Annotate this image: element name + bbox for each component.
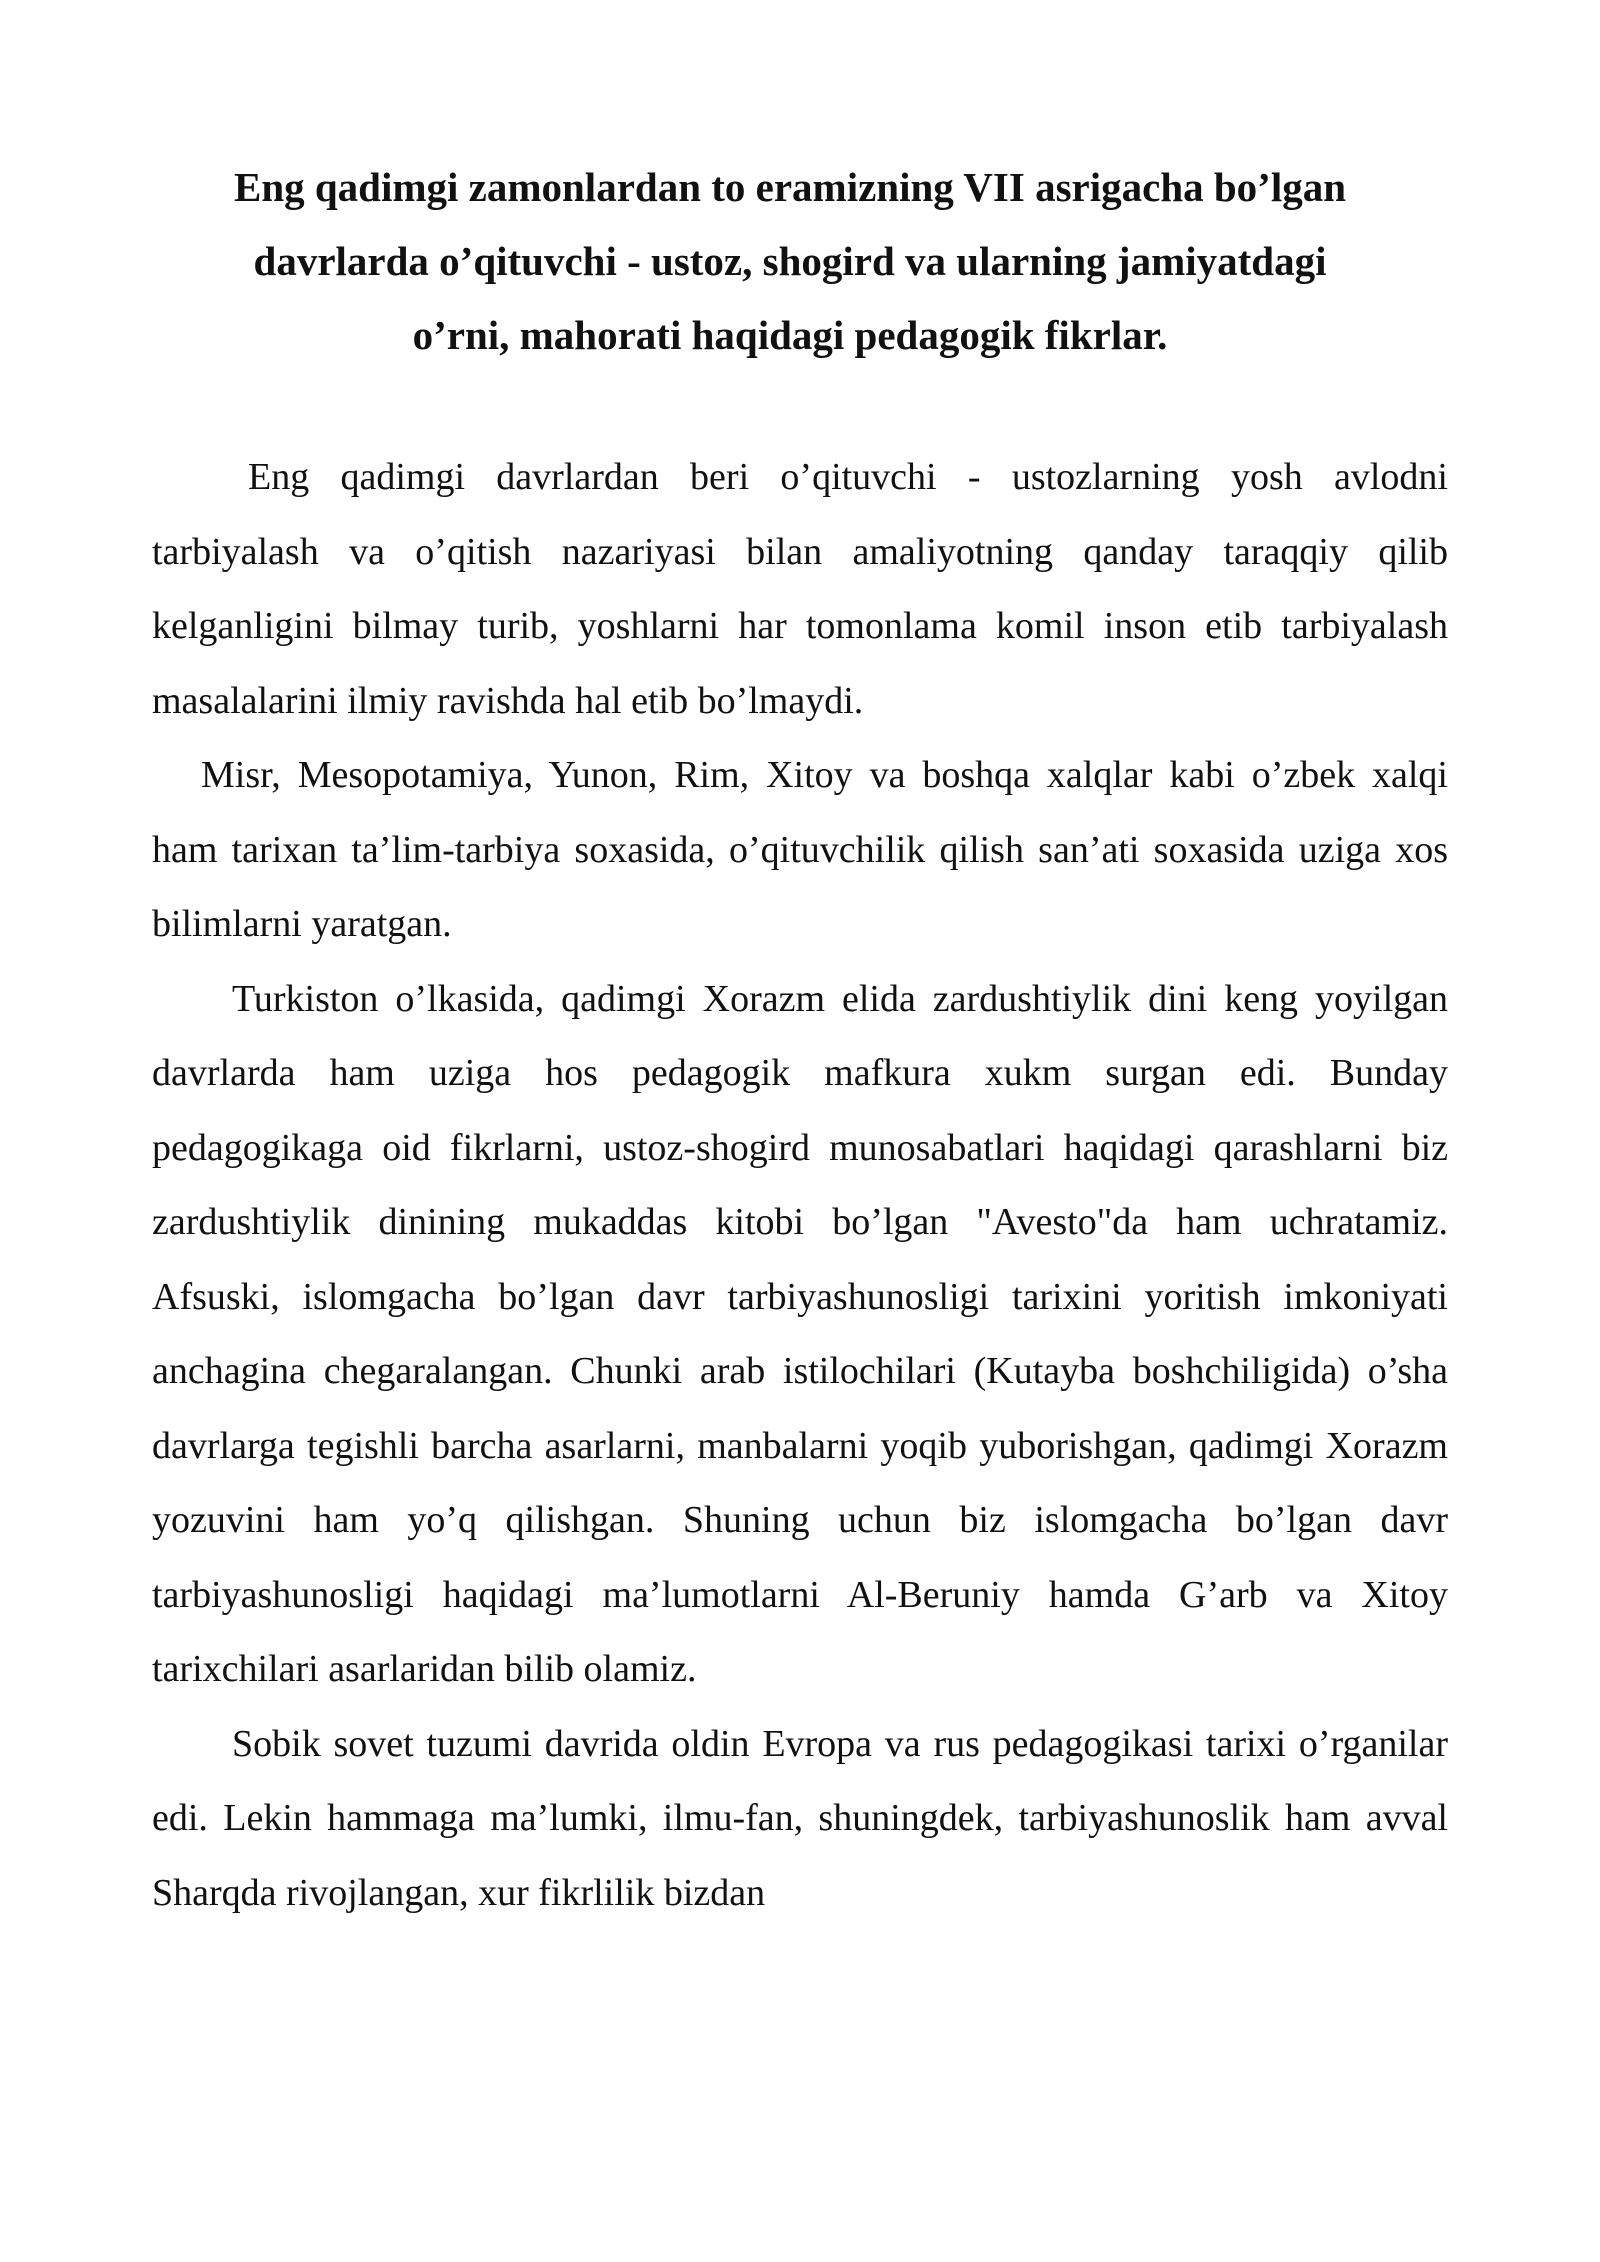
document-title xyxy=(150,150,1430,372)
title-line-3: o’rni, mahorati haqidagi pedagogik fikrlar. xyxy=(412,312,1168,358)
paragraph-3: Turkiston o’lkasida, qadimgi Xorazm elida zardushtiylik dini keng yoyilgan davrlarda ham uziga hos pedagogik mafkura xukm surgan edi. Bunday pedagogikaga oid fikrlarni, ustoz-shogird munosabatlari haqidagi qarashlarni biz zardushtiylik dinining mukaddas kitobi bo’lgan "Avesto"da ham uchratamiz. Afsuski, islomgacha bo’lgan davr tarbiyashunosligi tarixini yoritish imkoniyati anchagina chegaralangan. Chunki arab istilochilari (Kutayba boshchiligida) o’sha davrlarga tegishli barcha asarlarni, manbalarni yoqib yuborishgan, qadimgi Xorazm yozuvini ham yo’q qilishgan. Shuning uchun biz islomgacha bo’lgan davr tarbiyashunosligi haqidagi ma’lumotlarni Al-Beruniy hamda G’arb va Xitoy tarixchilari asarlaridan bilib olamiz. xyxy=(152,977,1448,1690)
title-line-2: davrlarda o’qituvchi - ustoz, shogird va ularning jamiyatdagi xyxy=(253,238,1327,284)
paragraph-2: Misr, Mesopotamiya, Yunon, Rim, Xitoy va boshqa xalqlar kabi o’zbek xalqi ham tarixan ta’lim-tarbiya soxasida, o’qituvchilik qilish san’ati soxasida uziga xos bilimlarni yaratgan. xyxy=(152,754,1448,945)
document-body xyxy=(152,440,1448,1930)
paragraph-4: Sobik sovet tuzumi davrida oldin Evropa va rus pedagogikasi tarixi o’rganilar edi. Lekin hammaga ma’lumki, ilmu-fan, shuningdek, tarbiyashunoslik ham avval Sharqda rivojlangan, xur fikrlilik bizdan xyxy=(152,1722,1448,1914)
title-line-1: Eng qadimgi zamonlardan to eramizning VII asrigacha bo’lgan xyxy=(233,164,1347,210)
paragraph-1: Eng qadimgi davrlardan beri o’qituvchi - ustozlarning yosh avlodni tarbiyalash va o’qitish nazariyasi bilan amaliyotning qanday taraqqiy qilib kelganligini bilmay turib, yoshlarni har tomonlama komil inson etib tarbiyalash masalalarini ilmiy ravishda hal etib bo’lmaydi. xyxy=(152,456,1448,722)
